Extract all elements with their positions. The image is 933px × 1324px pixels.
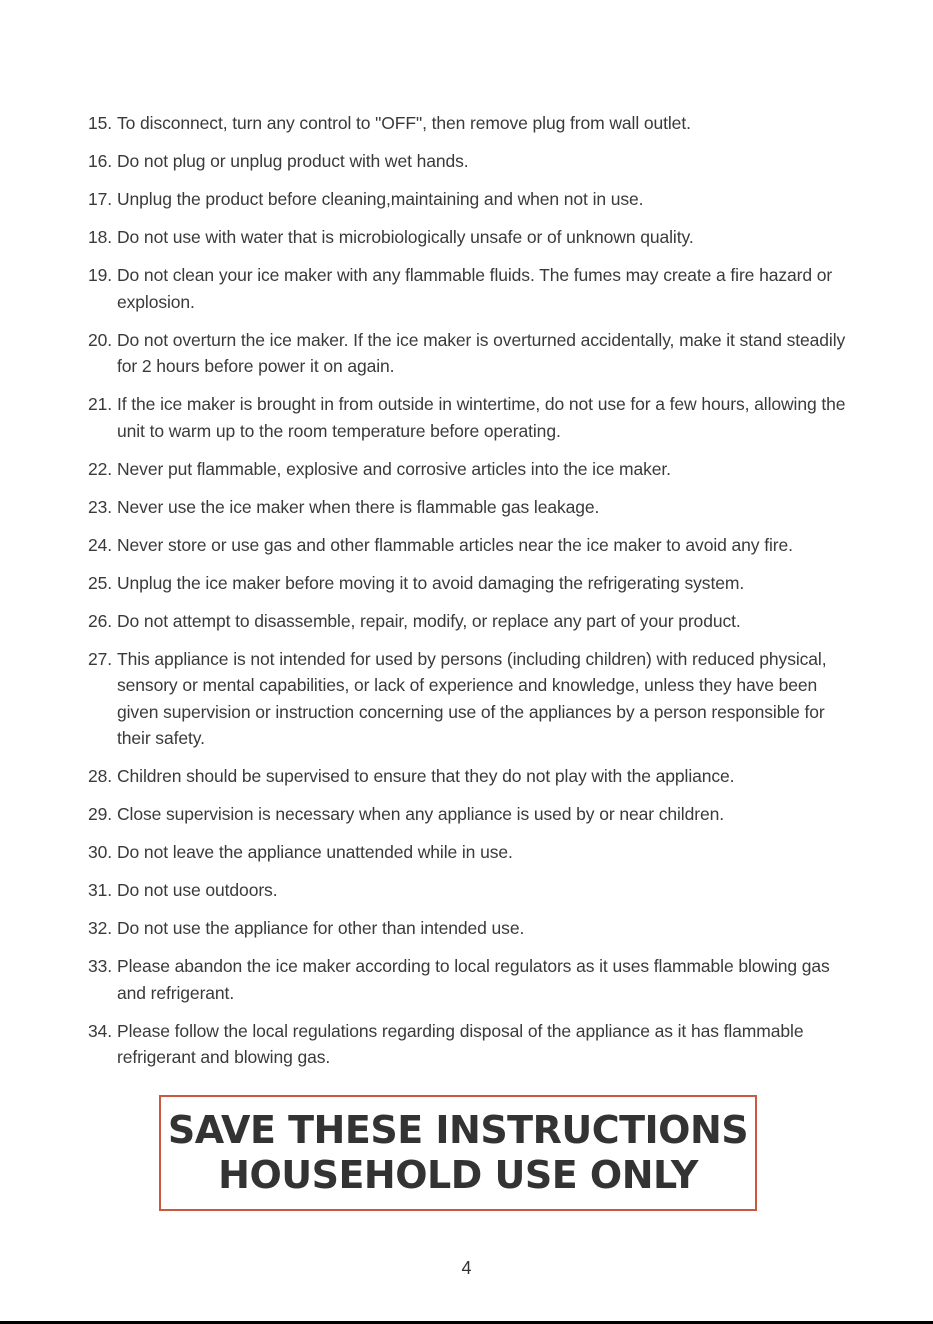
item-text: Never put flammable, explosive and corrosive articles into the ice maker.	[117, 458, 671, 479]
item-text: Do not overturn the ice maker. If the ice maker is overturned accidentally, make it stand steadily for 2 hours before power it on again.	[117, 329, 846, 376]
item-number: 30.	[88, 842, 113, 862]
instruction-list	[88, 110, 848, 1082]
page-number: 4	[461, 1258, 472, 1278]
notice-heading-line-2: HOUSEHOLD USE ONLY	[218, 1153, 698, 1197]
item-text: Please follow the local regulations regarding disposal of the appliance as it has flammable refrigerant and blowing gas.	[117, 1020, 804, 1067]
list-item	[88, 570, 848, 597]
list-item	[88, 915, 848, 942]
item-text: Do not leave the appliance unattended while in use.	[117, 842, 513, 862]
list-item	[88, 763, 848, 790]
list-item	[88, 110, 848, 137]
item-text: Do not clean your ice maker with any flammable fluids. The fumes may create a fire hazard or explosion.	[117, 265, 833, 312]
item-text: Never store or use gas and other flammable articles near the ice maker to avoid any fire.	[117, 534, 793, 555]
item-text: Close supervision is necessary when any appliance is used by or near children.	[117, 804, 724, 824]
item-number: 17.	[88, 189, 113, 209]
item-number: 19.	[88, 265, 113, 285]
list-item	[88, 262, 848, 315]
item-number: 27.	[88, 648, 113, 669]
item-number: 28.	[88, 766, 113, 786]
list-item	[88, 839, 848, 866]
item-text: Unplug the product before cleaning,maintaining and when not in use.	[117, 189, 644, 209]
list-item	[88, 608, 848, 635]
item-number: 15.	[88, 113, 113, 133]
list-item	[88, 953, 848, 1006]
notice-heading-line-1: SAVE THESE INSTRUCTIONS	[167, 1108, 749, 1152]
item-number: 22.	[88, 458, 113, 479]
item-text: Do not attempt to disassemble, repair, modify, or replace any part of your product.	[117, 610, 741, 631]
list-item	[88, 646, 848, 752]
list-item	[88, 224, 848, 251]
item-text: Do not plug or unplug product with wet hands.	[117, 151, 469, 171]
list-item	[88, 532, 848, 559]
list-item	[88, 391, 848, 444]
item-number: 20.	[88, 329, 113, 350]
item-number: 34.	[88, 1020, 113, 1041]
save-instructions-notice-box	[159, 1095, 757, 1211]
item-text: Please abandon the ice maker according to local regulators as it uses flammable blowing gas and refrigerant.	[117, 956, 830, 1003]
list-item	[88, 1018, 848, 1071]
item-number: 25.	[88, 572, 113, 593]
item-number: 21.	[88, 394, 113, 414]
item-number: 24.	[88, 534, 113, 555]
item-text: Do not use the appliance for other than intended use.	[117, 918, 525, 938]
item-text: If the ice maker is brought in from outside in wintertime, do not use for a few hours, allowing the unit to warm up to the room temperature before operating.	[117, 394, 846, 441]
list-item	[88, 494, 848, 521]
item-text: Children should be supervised to ensure that they do not play with the appliance.	[117, 766, 735, 786]
item-number: 16.	[88, 151, 113, 171]
item-text: This appliance is not intended for used by persons (including children) with reduced physical, sensory or mental capabilities, or lack of experience and knowledge, unless they have been given supervision or instruction concerning use of the appliances by a person responsible for their safety.	[117, 648, 827, 748]
item-number: 33.	[88, 956, 113, 976]
list-item	[88, 327, 848, 380]
list-item	[88, 801, 848, 828]
item-text: Do not use with water that is microbiologically unsafe or of unknown quality.	[117, 227, 694, 247]
item-number: 26.	[88, 610, 113, 631]
item-text: Unplug the ice maker before moving it to avoid damaging the refrigerating system.	[117, 572, 745, 593]
item-text: To disconnect, turn any control to "OFF", then remove plug from wall outlet.	[117, 113, 691, 133]
list-item	[88, 877, 848, 904]
list-item	[88, 186, 848, 213]
item-number: 32.	[88, 918, 113, 938]
item-text: Never use the ice maker when there is flammable gas leakage.	[117, 496, 600, 517]
item-text: Do not use outdoors.	[117, 880, 278, 900]
list-item	[88, 456, 848, 483]
list-item	[88, 148, 848, 175]
item-number: 18.	[88, 227, 113, 247]
item-number: 23.	[88, 496, 113, 517]
item-number: 29.	[88, 804, 113, 824]
item-number: 31.	[88, 880, 113, 900]
